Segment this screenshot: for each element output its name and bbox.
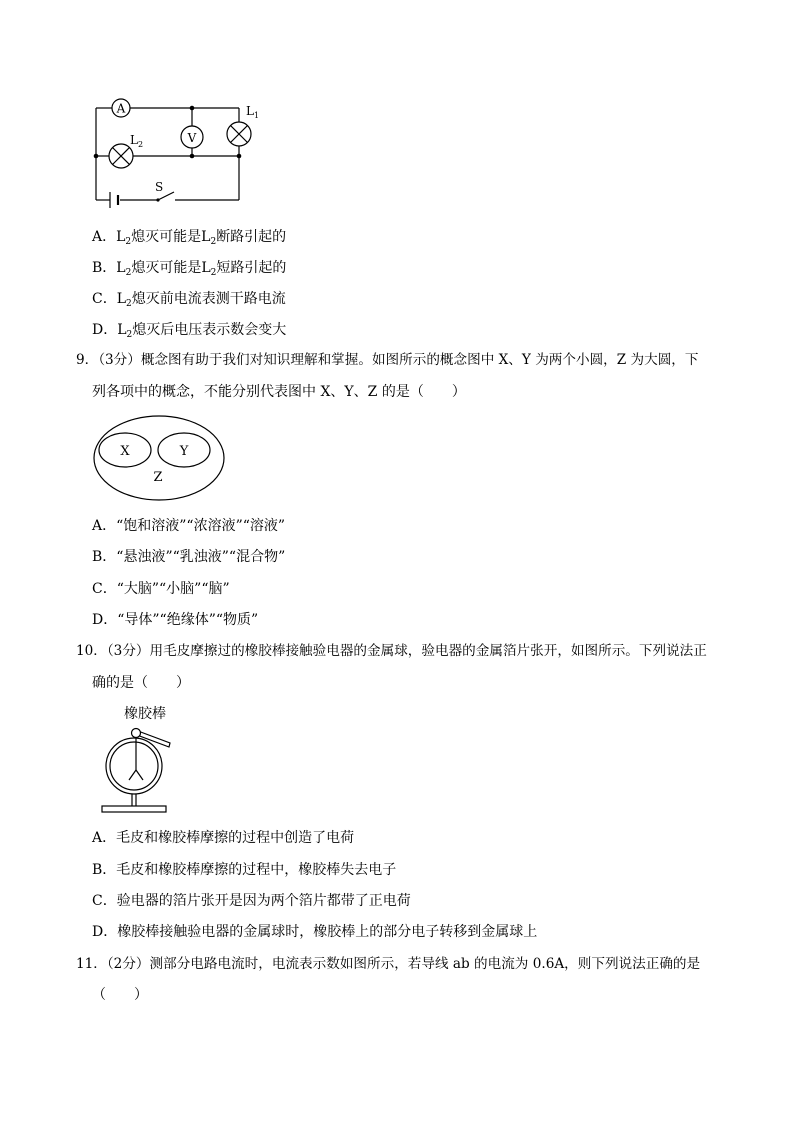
electroscope-rod-label: 橡胶棒: [124, 706, 166, 722]
ammeter-label: A: [116, 101, 126, 116]
q10-option-d: D．橡胶棒接触验电器的金属球时，橡胶棒上的部分电子转移到金属球上: [92, 924, 538, 940]
q9-option-c: C．“大脑”“小脑”“脑”: [92, 581, 230, 597]
q9-option-a: A．“饱和溶液”“浓溶液”“溶液”: [92, 518, 286, 534]
q11-stem-line1: 11．（2分）测部分电路电流时，电流表示数如图所示，若导线 ab 的电流为 0.6A，则下列说法正确的是: [76, 956, 701, 972]
q9-option-d: D．“导体”“绝缘体”“物质”: [92, 612, 259, 628]
circuit-diagram: [88, 92, 268, 217]
concept-x-label: X: [120, 444, 130, 459]
q8-option-a: A．$L_2$熄灭可能是$L_2$断路引起的: [92, 229, 287, 247]
q9-stem-line2: 列各项中的概念，不能分别代表图中 X、Y、Z 的是（ ）: [92, 384, 466, 400]
electroscope-diagram: [92, 722, 182, 818]
q8-option-b: B．$L_2$熄灭可能是$L_2$短路引起的: [92, 260, 287, 278]
q8-option-c: C．$L_2$熄灭前电流表测干路电流: [92, 291, 286, 309]
q9-stem-line1: 9．（3分）概念图有助于我们对知识理解和掌握。如图所示的概念图中 X、Y 为两个小圆，Z 为大圆，下: [76, 352, 699, 368]
concept-z-label: Z: [153, 470, 163, 485]
voltmeter-label: V: [187, 131, 197, 145]
q9-option-b: B．“悬浊液”“乳浊液”“混合物”: [92, 549, 286, 565]
concept-diagram: [92, 414, 228, 504]
q10-option-a: A．毛皮和橡胶棒摩擦的过程中创造了电荷: [92, 830, 355, 846]
lamp1-label: $L_1$: [246, 104, 260, 120]
q10-option-b: B．毛皮和橡胶棒摩擦的过程中，橡胶棒失去电子: [92, 862, 397, 878]
q11-stem-line2: （ ）: [92, 987, 148, 1003]
q10-stem-line2: 确的是（ ）: [92, 675, 190, 691]
concept-y-label: Y: [179, 444, 189, 459]
q10-option-c: C．验电器的箔片张开是因为两个箔片都带了正电荷: [92, 893, 411, 909]
lamp2-label: $L_2$: [130, 133, 144, 149]
switch-label: S: [155, 180, 164, 194]
q8-option-d: D．$L_2$熄灭后电压表示数会变大: [92, 322, 287, 340]
q10-stem-line1: 10．（3分）用毛皮摩擦过的橡胶棒接触验电器的金属球，验电器的金属箔片张开，如图所示。下列说法正: [76, 643, 707, 659]
